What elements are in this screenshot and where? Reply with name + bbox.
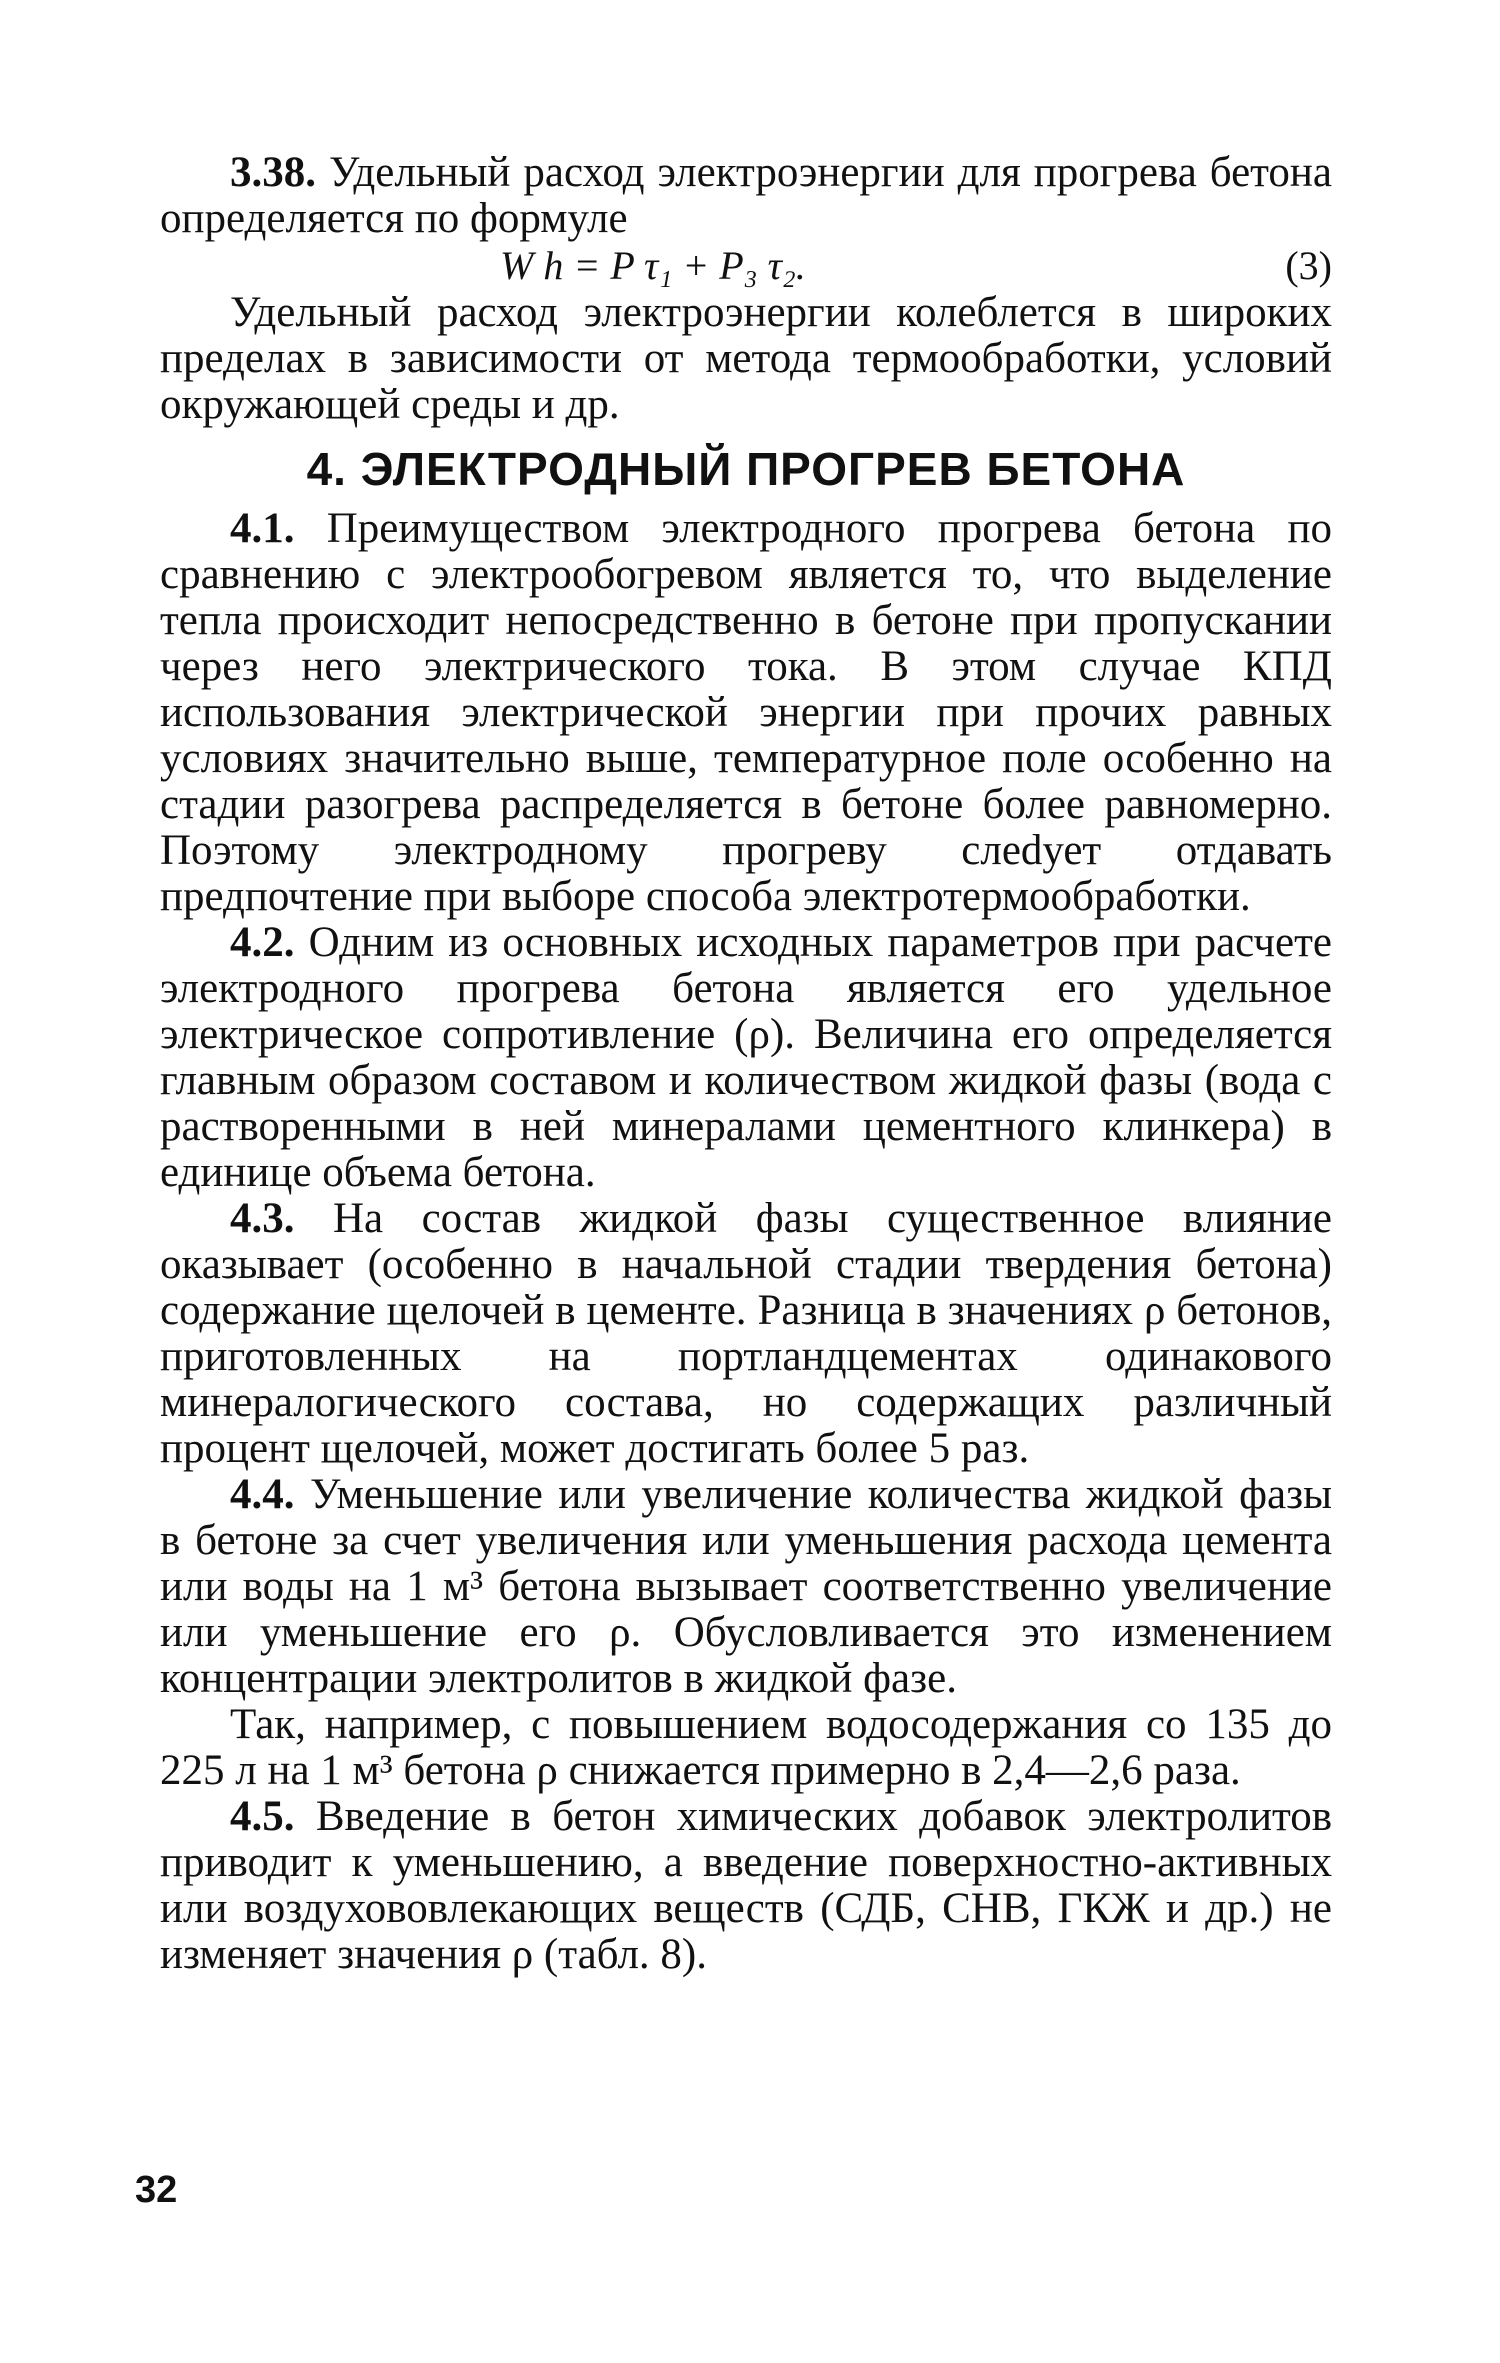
paragraph-text: На состав жидкой фазы существенное влияние оказывает (особенно в начальной стадии твердения бетона) содержание щелочей в цементе. Разница в значениях ρ бетонов, приготовленных на портландцементах одинакового минералогического состава, но содержащих различный процент щелочей, может достигать более 5 раз. [160, 1195, 1333, 1472]
page-content [160, 150, 1332, 1978]
paragraph-4-1 [160, 506, 1332, 920]
paragraph-number: 4.5. [230, 1793, 295, 1840]
paragraph-4-3 [160, 1196, 1332, 1472]
paragraph-text: Уменьшение или увеличение количества жидкой фазы в бетоне за счет увеличения или уменьшения расхода цемента или воды на 1 м³ бетона вызывает соответственно увеличение или уменьшение его ρ. Обусловливается это изменением концентрации электролитов в жидкой фазе. [160, 1471, 1333, 1702]
paragraph-3-38 [160, 150, 1332, 242]
paragraph-text: Удельный расход электроэнергии для прогрева бетона определяется по формуле [160, 149, 1333, 242]
paragraph-number: 4.2. [230, 919, 295, 966]
paragraph-text: Введение в бетон химических добавок электролитов приводит к уменьшению, а введение поверхностно-активных или воздухововлекающих веществ (СДБ, СНВ, ГКЖ и др.) не изменяет значения ρ (табл. 8). [160, 1793, 1332, 1978]
paragraph-4-5 [160, 1794, 1332, 1978]
paragraph-text: Удельный расход электроэнергии колеблется в широких пределах в зависимости от метода термообработки, условий окружающей среды и др. [160, 289, 1332, 428]
paragraph-number: 4.4. [230, 1471, 295, 1518]
formula-3: W h = P τ₁ + P₃ τ₂. [500, 243, 806, 288]
paragraph-number: 3.38. [230, 149, 316, 196]
paragraph-text: Преимуществом электродного прогрева бетона по сравнению с электрообогревом является то, что выделение тепла происходит непосредственно в бетоне при пропускании через него электрического тока. В этом случае КПД использования электрической энергии при прочих равных условиях значительно выше, температурное поле особенно на стадии разогрева распределяется в бетоне более равномерно. Поэтому электродному прогреву слеdует отдавать предпочтение при выборе способа электротермообработки. [160, 505, 1332, 920]
paragraph-4-4 [160, 1472, 1332, 1702]
formula-number: (3) [1285, 243, 1332, 288]
paragraph-4-4-example [160, 1702, 1332, 1794]
paragraph-number: 4.3. [230, 1195, 295, 1242]
paragraph-number: 4.1. [230, 505, 295, 552]
paragraph-text: Так, например, с повышением водосодержания со 135 до 225 л на 1 м³ бетона ρ снижается примерно в 2,4—2,6 раза. [160, 1701, 1332, 1794]
section-heading: 4. ЭЛЕКТРОДНЫЙ ПРОГРЕВ БЕТОНА [306, 443, 1186, 495]
paragraph-text: Одним из основных исходных параметров при расчете электродного прогрева бетона является его удельное электрическое сопротивление (ρ). Величина его определяется главным образом составом и количеством жидкой фазы (вода с растворенными в ней минералами цементного клинкера) в единице объема бетона. [160, 919, 1333, 1196]
paragraph-4-2 [160, 920, 1332, 1196]
page-number: 32 [135, 2169, 178, 2211]
formula-row [160, 242, 1332, 290]
paragraph-3-38-continued [160, 290, 1332, 428]
